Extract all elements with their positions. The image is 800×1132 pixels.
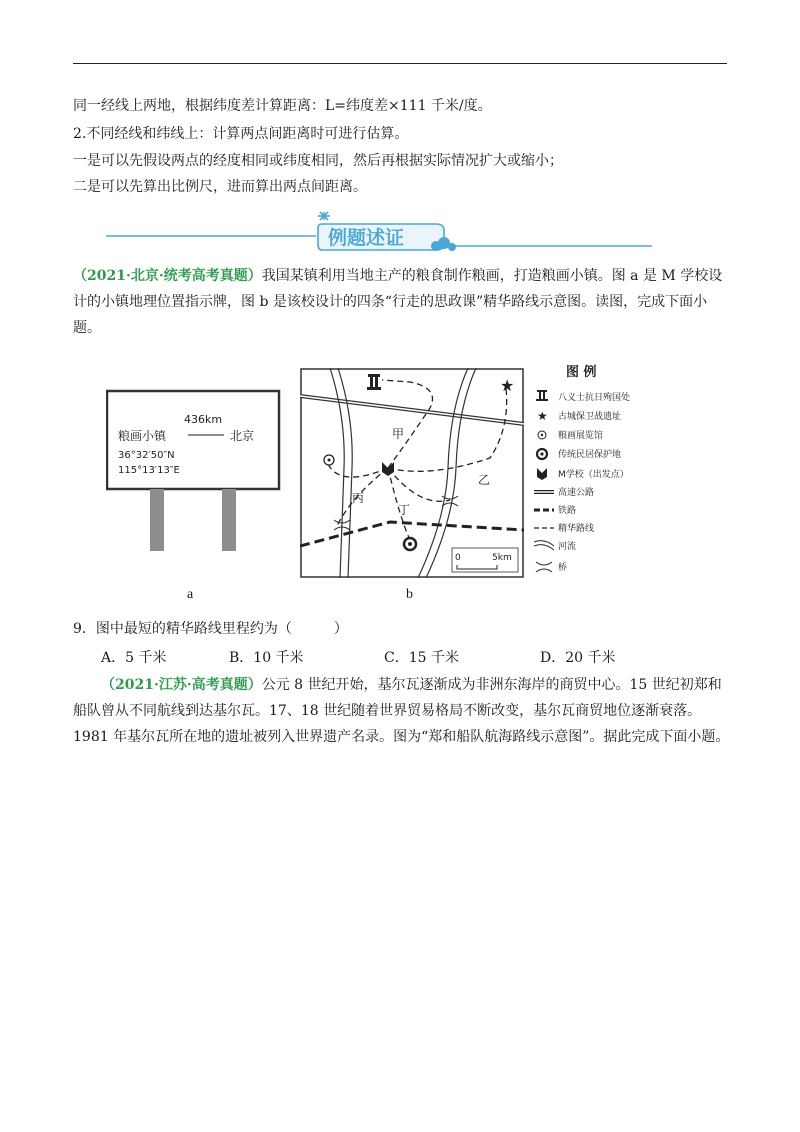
label-jia: 甲 bbox=[392, 427, 405, 441]
text-line-1: 同一经线上两地，根据纬度差计算距离：L=纬度差×111 千米/度。 bbox=[73, 98, 492, 114]
label-ding: 丁 bbox=[398, 503, 411, 517]
legend-item-1: 八义士抗日殉国处 bbox=[558, 393, 631, 403]
option-b[interactable]: B．10 千米 bbox=[229, 650, 304, 666]
figure-a-sign bbox=[106, 385, 282, 553]
option-a[interactable]: A．5 千米 bbox=[101, 650, 167, 666]
scale-zero: 0 bbox=[455, 553, 461, 563]
option-c[interactable]: C．15 千米 bbox=[384, 650, 459, 666]
legend-item-7: 铁路 bbox=[558, 506, 577, 516]
legend-item-10: 桥 bbox=[558, 563, 568, 573]
legend-bridge-icon bbox=[536, 562, 552, 572]
legend-river-icon bbox=[534, 541, 554, 550]
source-tag: （2021·北京·统考高考真题） bbox=[73, 268, 262, 284]
sign-lat: 36°32′50″N bbox=[118, 450, 175, 461]
header-rule bbox=[73, 63, 727, 64]
legend-monument-icon bbox=[536, 390, 548, 401]
text-line-2: 2.不同经线和纬线上：计算两点间距离时可进行估算。 bbox=[73, 126, 409, 142]
legend-residence-icon bbox=[537, 449, 547, 459]
legend-item-8: 精华路线 bbox=[558, 524, 595, 534]
figure-b-map bbox=[300, 368, 524, 578]
text-line-3: 一是可以先假设两点的经度相同或纬度相同，然后再根据实际情况扩大或缩小； bbox=[73, 153, 563, 169]
legend-item-2: 古城保卫战遗址 bbox=[558, 412, 622, 422]
legend-star-icon: ★ bbox=[537, 409, 548, 423]
option-d[interactable]: D．20 千米 bbox=[540, 650, 616, 666]
sign-from: 粮画小镇 bbox=[118, 429, 167, 443]
intro-text-2: 公元 8 世纪开始，基尔瓦逐渐成为非洲东海岸的商贸中心。15 世纪初郑和船队曾从不同航线到达基尔瓦。17、18 世纪随着世界贸易格局不断改变，基尔瓦商贸地位逐渐衰落。1981 年基尔瓦所在地的遗址被列入世界遗产名录。图为“郑和船队航海路线示意图”。据此完成下面小题。 bbox=[73, 677, 730, 745]
exhibition-icon bbox=[324, 455, 334, 465]
label-bing: 丙 bbox=[352, 491, 365, 505]
intro-text: 我国某镇利用当地主产的粮食制作粮画，打造粮画小镇。图 a 是 M 学校设计的小镇地理位置指示牌，图 b 是该校设计的四条“行走的思政课”精华路线示意图。读图，完成下面小题。 bbox=[73, 268, 723, 336]
sign-distance: 436km bbox=[184, 413, 223, 426]
source-tag-2: （2021·江苏·高考真题） bbox=[101, 677, 262, 693]
legend-item-9: 河流 bbox=[558, 542, 577, 552]
question-intro-2 bbox=[73, 672, 733, 750]
figure-b-caption: b bbox=[406, 587, 413, 602]
map-legend bbox=[534, 360, 654, 578]
legend-item-4: 传统民居保护地 bbox=[558, 450, 622, 460]
section-banner bbox=[106, 210, 652, 256]
question-stem: 9．图中最短的精华路线里程约为（ ） bbox=[73, 621, 348, 637]
scale-km: 5km bbox=[492, 553, 512, 563]
legend-item-6: 高速公路 bbox=[558, 488, 595, 498]
sparkle-icon bbox=[318, 212, 330, 220]
sign-to: 北京 bbox=[230, 429, 255, 443]
legend-exhibition-icon bbox=[538, 431, 546, 439]
legend-item-5: M学校（出发点） bbox=[558, 470, 629, 480]
legend-school-icon bbox=[537, 468, 547, 480]
text-line-4: 二是可以先算出比例尺，进而算出两点间距离。 bbox=[73, 179, 367, 195]
legend-title: 图 例 bbox=[566, 365, 597, 380]
residence-icon bbox=[404, 538, 416, 550]
banner-title: 例题述证 bbox=[328, 227, 405, 249]
legend-item-3: 粮画展览馆 bbox=[558, 431, 604, 441]
question-intro-1 bbox=[73, 263, 733, 341]
figure-a-caption: a bbox=[187, 587, 194, 602]
sign-lon: 115°13′13″E bbox=[118, 465, 180, 476]
star-icon: ★ bbox=[500, 376, 515, 395]
label-yi: 乙 bbox=[478, 473, 491, 487]
